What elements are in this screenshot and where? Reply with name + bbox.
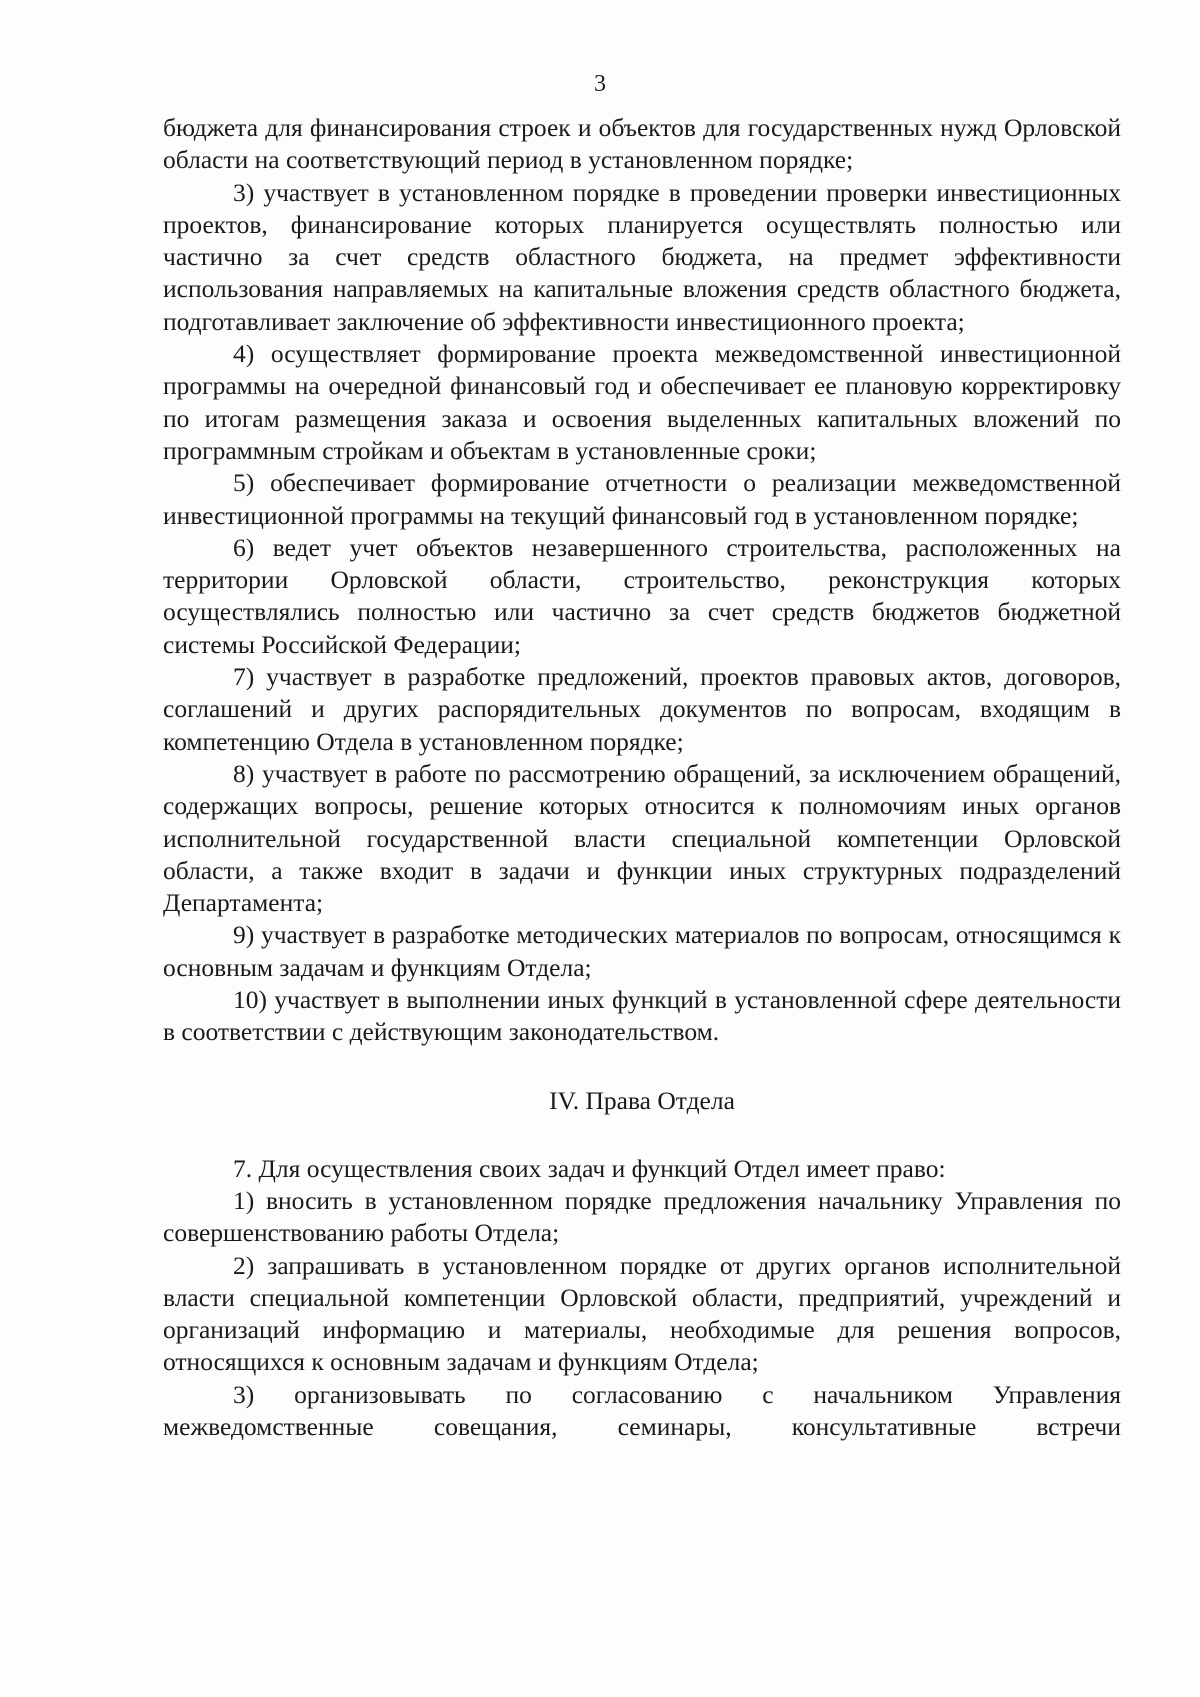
function-paragraph: 10) участвует в выполнении иных функций в установленной сфере деятельности в соответствии с действующим законодательством. <box>163 985 1121 1047</box>
rights-list <box>163 1153 1121 1444</box>
right-paragraph: 1) вносить в установленном порядке предложения начальнику Управления по совершенствованию работы Отдела; <box>163 1185 1121 1248</box>
function-paragraph: 3) участвует в установленном порядке в проведении проверки инвестиционных проектов, финансирование которых планируется осуществлять полностью или частично за счет средств областного бюджета, на предмет эффективности использования направляемых на капитальные вложения средств областного бюджета, подготавливает заключение об эффективности инвестиционного проекта; <box>163 177 1121 336</box>
function-paragraph: бюджета для финансирования строек и объектов для государственных нужд Орловской области на соответствующий период в установленном порядке; <box>163 113 1121 175</box>
section-heading: IV. Права Отдела <box>549 1085 735 1115</box>
functions-list <box>163 112 1121 1049</box>
function-paragraph: 4) осуществляет формирование проекта межведомственной инвестиционной программы на очередной финансовый год и обеспечивает ее плановую корректировку по итогам размещения заказа и освоения выделенных капитальных вложений по программным стройкам и объектам в установленные сроки; <box>163 339 1121 465</box>
function-paragraph: 5) обеспечивает формирование отчетности о реализации межведомственной инвестиционной программы на текущий финансовый год в установленном порядке; <box>163 468 1121 530</box>
document-body <box>163 112 1121 1443</box>
function-paragraph: 7) участвует в разработке предложений, проектов правовых актов, договоров, соглашений и других распорядительных документов по вопросам, входящим в компетенцию Отдела в установленном порядке; <box>163 662 1121 756</box>
right-paragraph: 7. Для осуществления своих задач и функций Отдел имеет право: <box>233 1153 946 1183</box>
right-paragraph: 2) запрашивать в установленном порядке от других органов исполнительной власти специальной компетенции Орловской области, предприятий, учреждений и организаций информацию и материалы, необходимые для решения вопросов, относящихся к основным задачам и функциям Отдела; <box>163 1250 1121 1377</box>
right-paragraph: 3) организовывать по согласованию с начальником Управления межведомственные совещания, семинары, консультативные встречи <box>163 1379 1121 1441</box>
function-paragraph: 6) ведет учет объектов незавершенного строительства, расположенных на территории Орловской области, строительство, реконструкция которых осуществлялись полностью или частично за счет средств бюджетов бюджетной системы Российской Федерации; <box>163 532 1121 659</box>
page-number: 3 <box>594 71 606 97</box>
function-paragraph: 8) участвует в работе по рассмотрению обращений, за исключением обращений, содержащих вопросы, решение которых относится к полномочиям иных органов исполнительной государственной власти специальной компетенции Орловской области, а также входит в задачи и функции иных структурных подразделений Департамента; <box>163 758 1121 918</box>
function-paragraph: 9) участвует в разработке методических материалов по вопросам, относящимся к основным задачам и функциям Отдела; <box>163 920 1121 982</box>
